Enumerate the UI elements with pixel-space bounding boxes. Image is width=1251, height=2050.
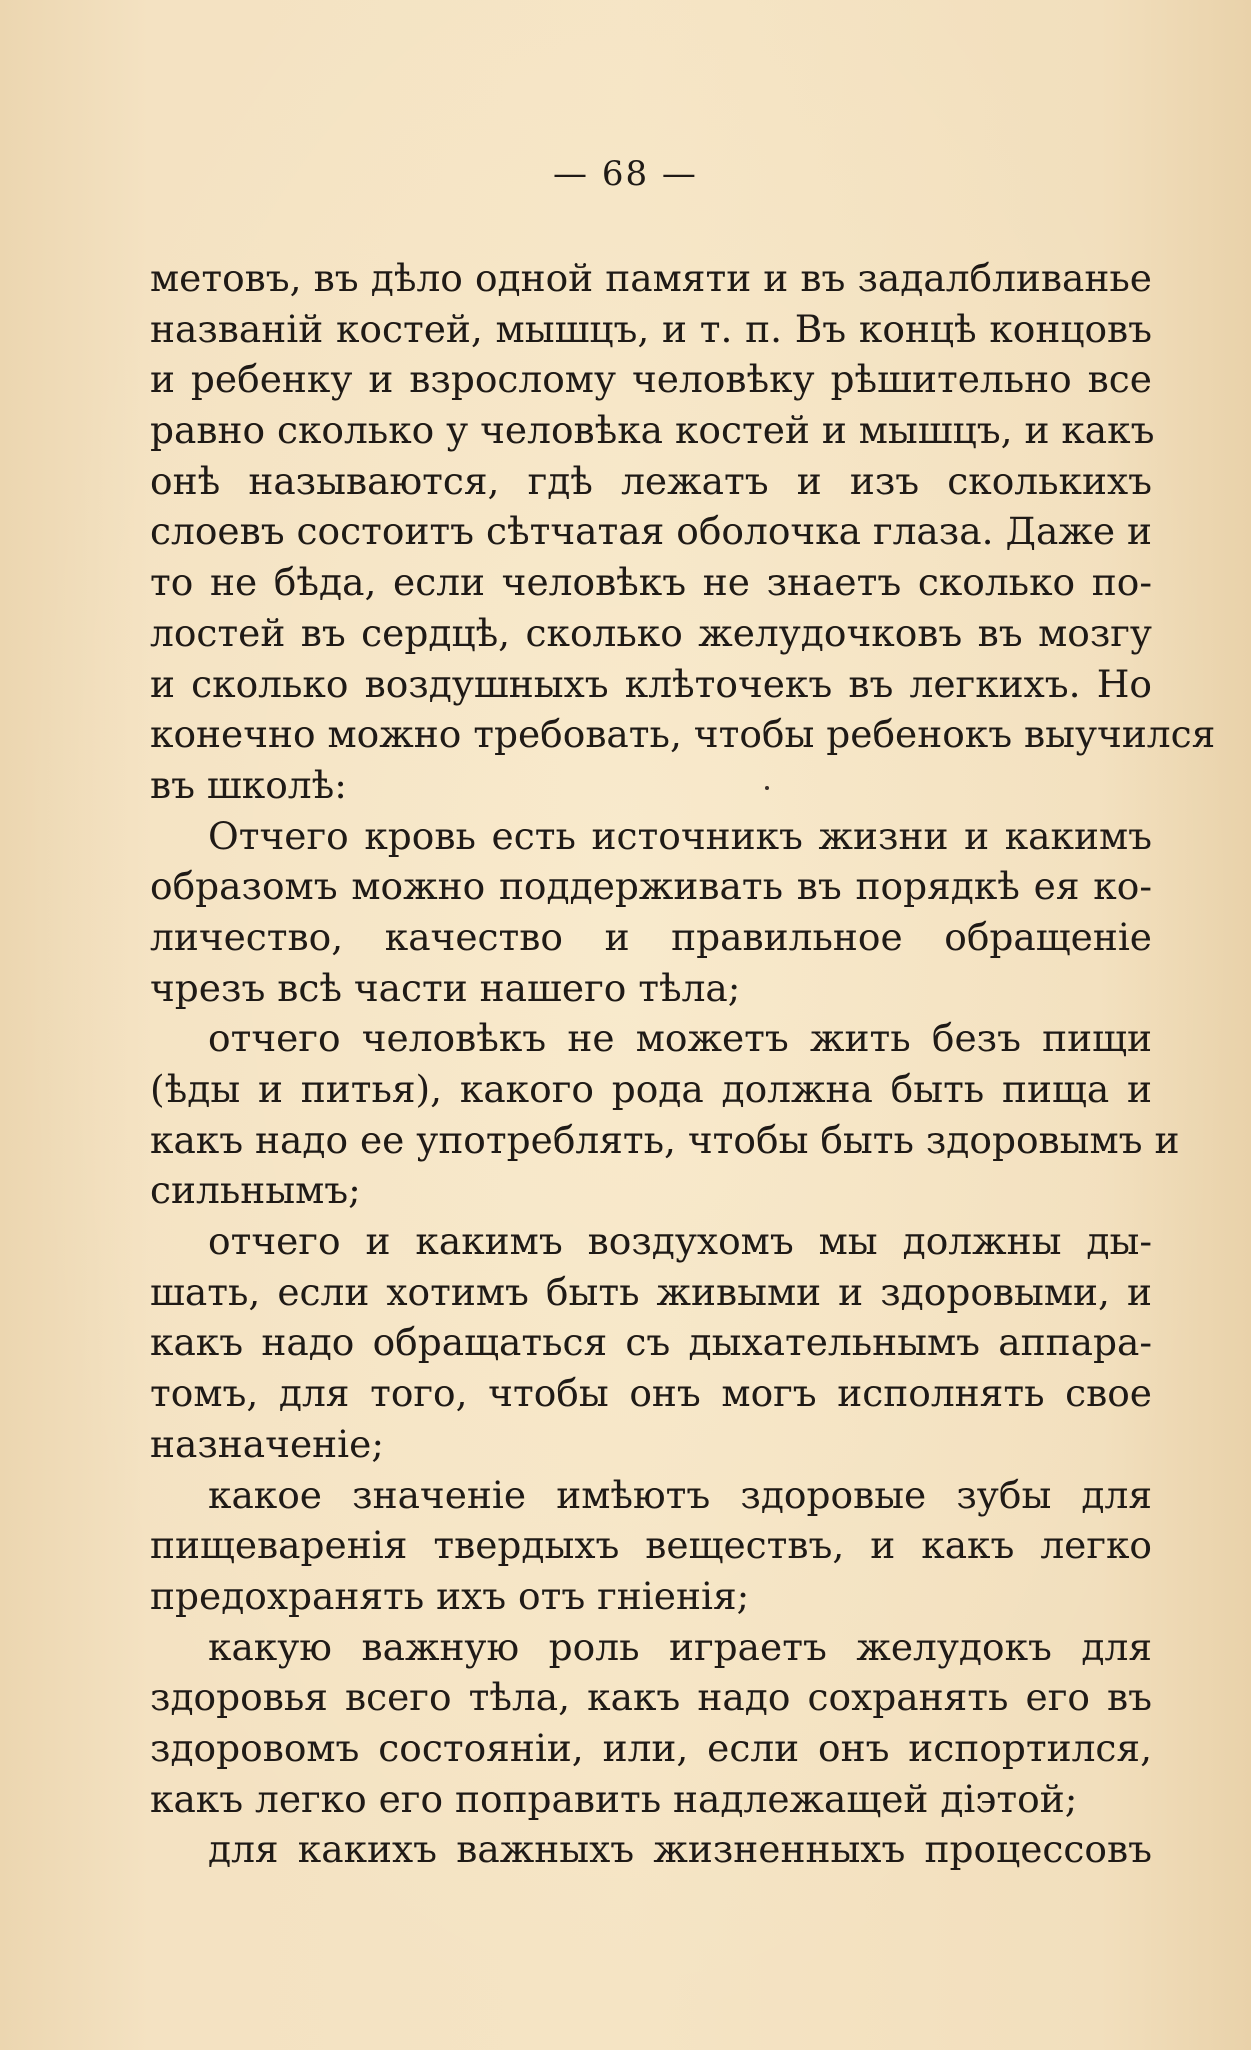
text-line: сильнымъ; [150,1168,361,1213]
text-line: слоевъ состоитъ сѣтчатая оболочка глаза. Даже и [150,509,1152,554]
text-line: какое значеніе имѣютъ здоровые зубы для [208,1472,1152,1517]
text-line: отчего человѣкъ не можетъ жить безъ пищи [208,1016,1152,1061]
text-line: томъ, для того, чтобы онъ могъ исполнять свое [150,1371,1152,1416]
text-line: пищеваренія твердыхъ веществъ, и какъ легко [150,1523,1152,1568]
text-line: какъ легко его поправить надлежащей діэтой; [150,1776,1078,1821]
text-line: и сколько воздушныхъ клѣточекъ въ легкихъ. Но [150,661,1152,706]
text-line: лостей въ сердцѣ, сколько желудочковъ въ мозгу [150,610,1152,655]
text-line: чрезъ всѣ части нашего тѣла; [150,965,741,1010]
text-line: метовъ, въ дѣло одной памяти и въ задалбливанье [150,256,1152,300]
text-line: равно сколько у человѣка костей и мышцъ, и какъ [150,408,1155,453]
text-line: (ѣды и питья), какого рода должна быть пища и [150,1067,1152,1111]
text-line: какъ надо ее употреблять, чтобы быть здоровымъ и [150,1117,1180,1162]
text-line: то не бѣда, если человѣкъ не знаетъ сколько по- [150,560,1152,605]
text-line: какую важную роль играетъ желудокъ для [208,1624,1152,1669]
text-line: конечно можно требовать, чтобы ребенокъ выучился [150,712,1216,757]
text-line: образомъ можно поддерживать въ порядкѣ ея ко- [150,864,1152,909]
text-line: въ школѣ: [150,762,347,807]
text-line: Отчего кровь есть источникъ жизни и какимъ [208,813,1152,858]
text-line: для какихъ важныхъ жизненныхъ процессовъ [208,1827,1152,1872]
text-line: здоровья всего тѣла, какъ надо сохранять его въ [150,1675,1152,1720]
page-number: — 68 — [553,154,698,194]
text-line: шать, если хотимъ быть живыми и здоровыми, и [150,1269,1152,1314]
text-line: названій костей, мышцъ, и т. п. Въ концѣ концовъ [150,306,1152,351]
text-line: назначеніе; [150,1421,384,1466]
text-line: и ребенку и взрослому человѣку рѣшительно все [150,357,1152,402]
ink-speck [765,786,769,790]
text-line: предохранять ихъ отъ гніенія; [150,1573,750,1618]
text-line: личество, качество и правильное обращеніе [150,914,1152,959]
text-line: какъ надо обращаться съ дыхательнымъ аппара- [150,1320,1152,1365]
text-line: онѣ называются, гдѣ лежатъ и изъ сколькихъ [150,458,1152,503]
text-line: отчего и какимъ воздухомъ мы должны ды- [208,1219,1152,1264]
body-text [150,253,1216,1875]
text-line: здоровомъ состояніи, или, если онъ испортился, [150,1725,1152,1770]
